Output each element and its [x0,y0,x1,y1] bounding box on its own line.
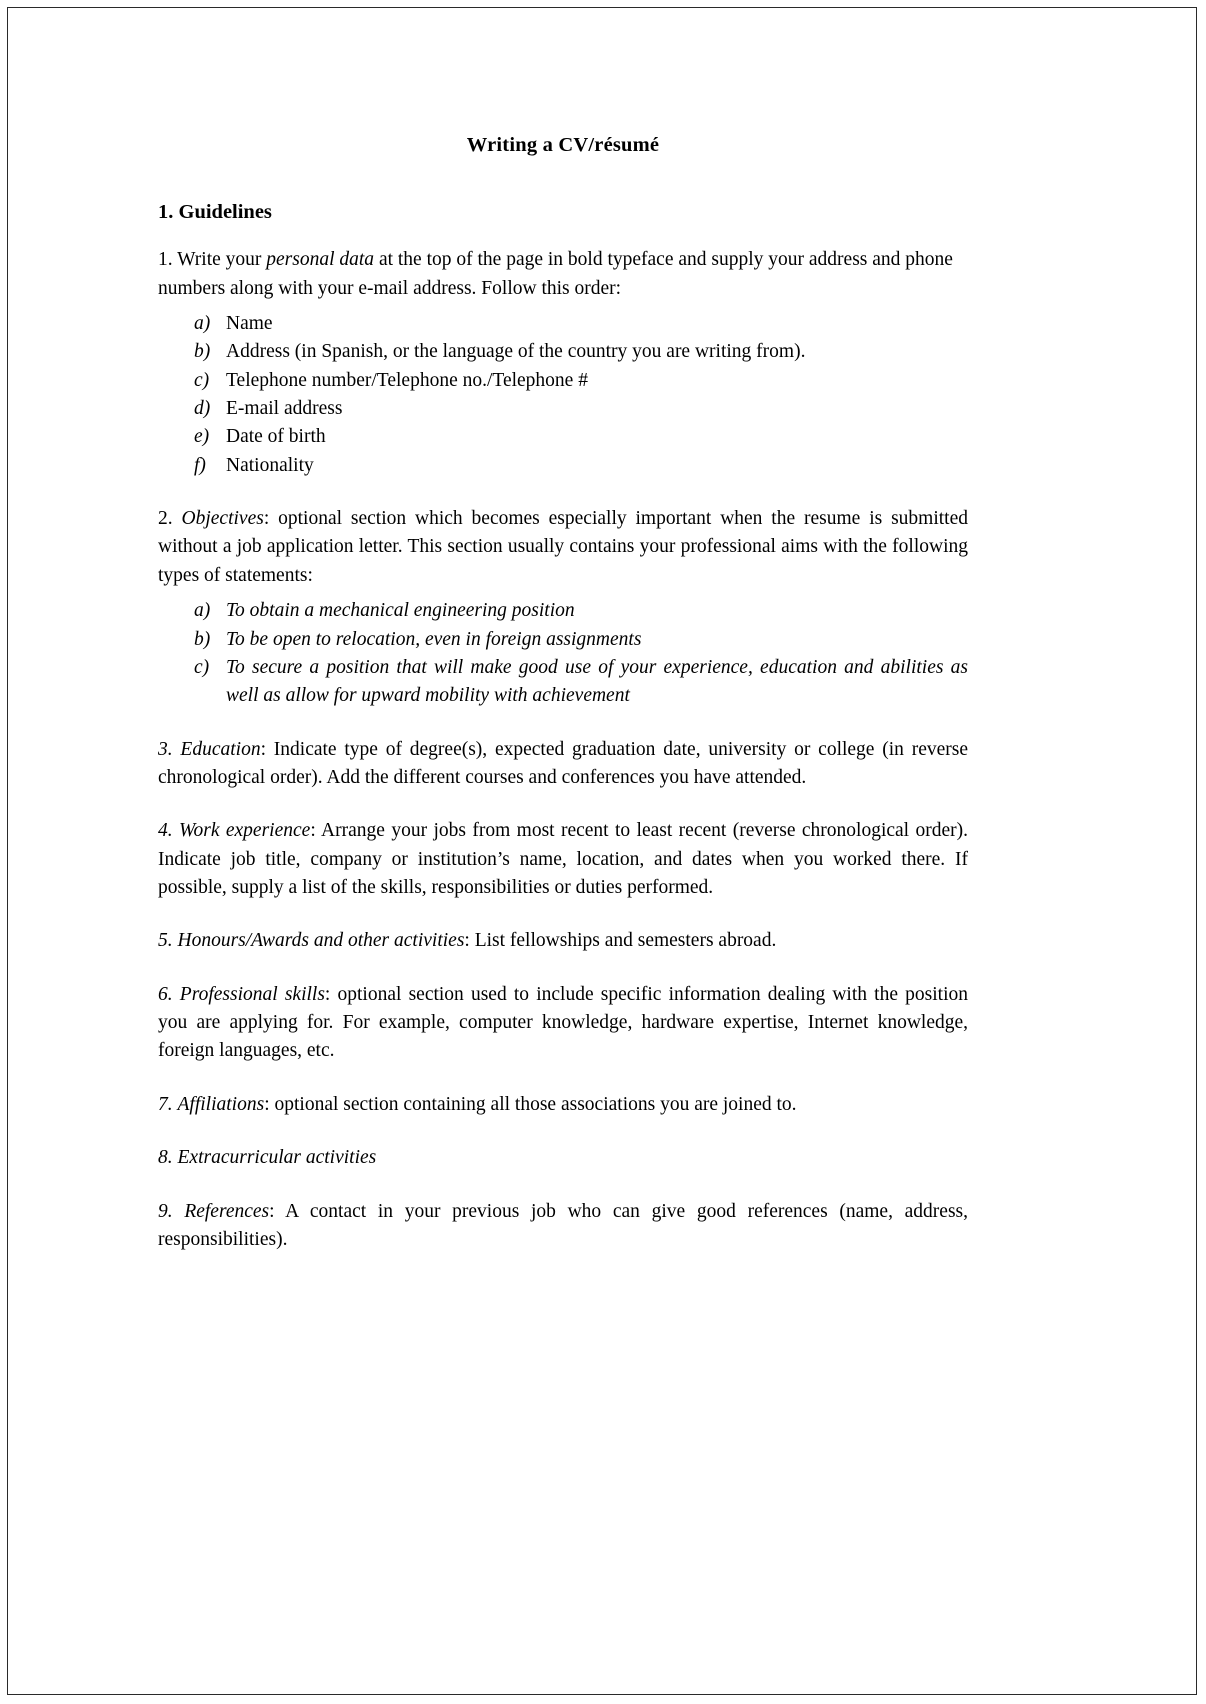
list-text: Name [226,312,273,334]
item-1-text-after: at the top of the page in bold typeface and supply your address and phone numbers along with your e-mail address. Follow this order: [158,249,953,299]
list-item [194,338,968,366]
list-marker: b) [194,628,211,650]
paragraph-item-3 [158,736,968,793]
item-3-number: 3. [158,738,173,760]
list-text: Date of birth [226,426,326,448]
list-marker: f) [194,454,206,476]
item-6-label: Professional skills [179,983,325,1005]
list-marker: b) [194,341,211,363]
paragraph-item-7 [158,1091,968,1119]
item-9-number: 9. [158,1200,173,1222]
item-4-label: Work experience [179,820,311,842]
item-2-number: 2. [158,508,173,530]
list-marker: d) [194,397,211,419]
list-text: Address (in Spanish, or the language of the country you are writing from). [226,341,806,363]
list-marker: a) [194,312,211,334]
list-item [194,395,968,423]
list-marker: c) [194,656,210,678]
list-text: To be open to relocation, even in foreign assignments [226,628,642,650]
list-marker: e) [194,426,210,448]
paragraph-item-8 [158,1144,968,1172]
list-text: E-mail address [226,397,343,419]
document-body [158,133,968,1261]
item-7-label: Affiliations [177,1093,265,1115]
paragraph-item-9 [158,1198,968,1255]
item-5-text: : List fellowships and semesters abroad. [464,930,777,952]
item-8-label: Extracurricular activities [177,1147,377,1169]
list-item [194,654,968,711]
list-text: To secure a position that will make good use of your experience, education and abilities as well as allow for upward mobility with achievement [226,656,968,707]
item-3-label: Education [180,738,261,760]
item-9-label: References [184,1200,270,1222]
paragraph-item-4 [158,817,968,902]
list-marker: a) [194,600,211,622]
item-5-label: Honours/Awards and other activities [177,930,465,952]
item-4-text: : Arrange your jobs from most recent to least recent (reverse chronological order). Indicate job title, company or institution’s name, location, and dates when you worked there. If possible, supply a list of the skills, responsibilities or duties performed. [158,820,969,899]
list-item [194,423,968,451]
item-6-number: 6. [158,983,173,1005]
document-page [7,7,1197,1695]
item-9-text: : A contact in your previous job who can give good references (name, address, responsibilities). [158,1200,969,1250]
list-text: Nationality [226,454,314,476]
list-text: Telephone number/Telephone no./Telephone # [226,369,588,391]
item-2-text: : optional section which becomes especially important when the resume is submitted without a job application letter. This section usually contains your professional aims with the following types of statements: [158,508,969,586]
item-7-text: : optional section containing all those associations you are joined to. [264,1093,797,1115]
paragraph-item-5 [158,927,968,955]
item-1-text-before: Write your [177,249,267,271]
item-3-text: : Indicate type of degree(s), expected graduation date, university or college (in reverse chronological order). Add the different courses and conferences you have attended. [158,738,968,788]
list-item [194,310,968,338]
item-1-number: 1. [158,249,173,271]
list-marker: c) [194,369,210,391]
item-2-label: Objectives [181,508,264,530]
item-1-italic-term: personal data [266,249,375,271]
paragraph-item-6 [158,981,968,1066]
list-item [194,597,968,625]
list-text: To obtain a mechanical engineering position [226,600,575,622]
page-title: Writing a CV/résumé [466,134,660,156]
item-5-number: 5. [158,930,173,952]
section-heading-guidelines: 1. Guidelines [158,200,272,223]
paragraph-item-1 [158,246,968,303]
item-6-text: : optional section used to include specific information dealing with the position you are applying for. For example, computer knowledge, hardware expertise, Internet knowledge, foreign languages, etc. [158,983,969,1062]
list-item [194,367,968,395]
list-item [194,626,968,654]
item-8-number: 8. [158,1147,173,1169]
item-7-number: 7. [158,1093,173,1115]
paragraph-item-2 [158,505,968,590]
list-item [194,452,968,480]
item-4-number: 4. [158,820,173,842]
